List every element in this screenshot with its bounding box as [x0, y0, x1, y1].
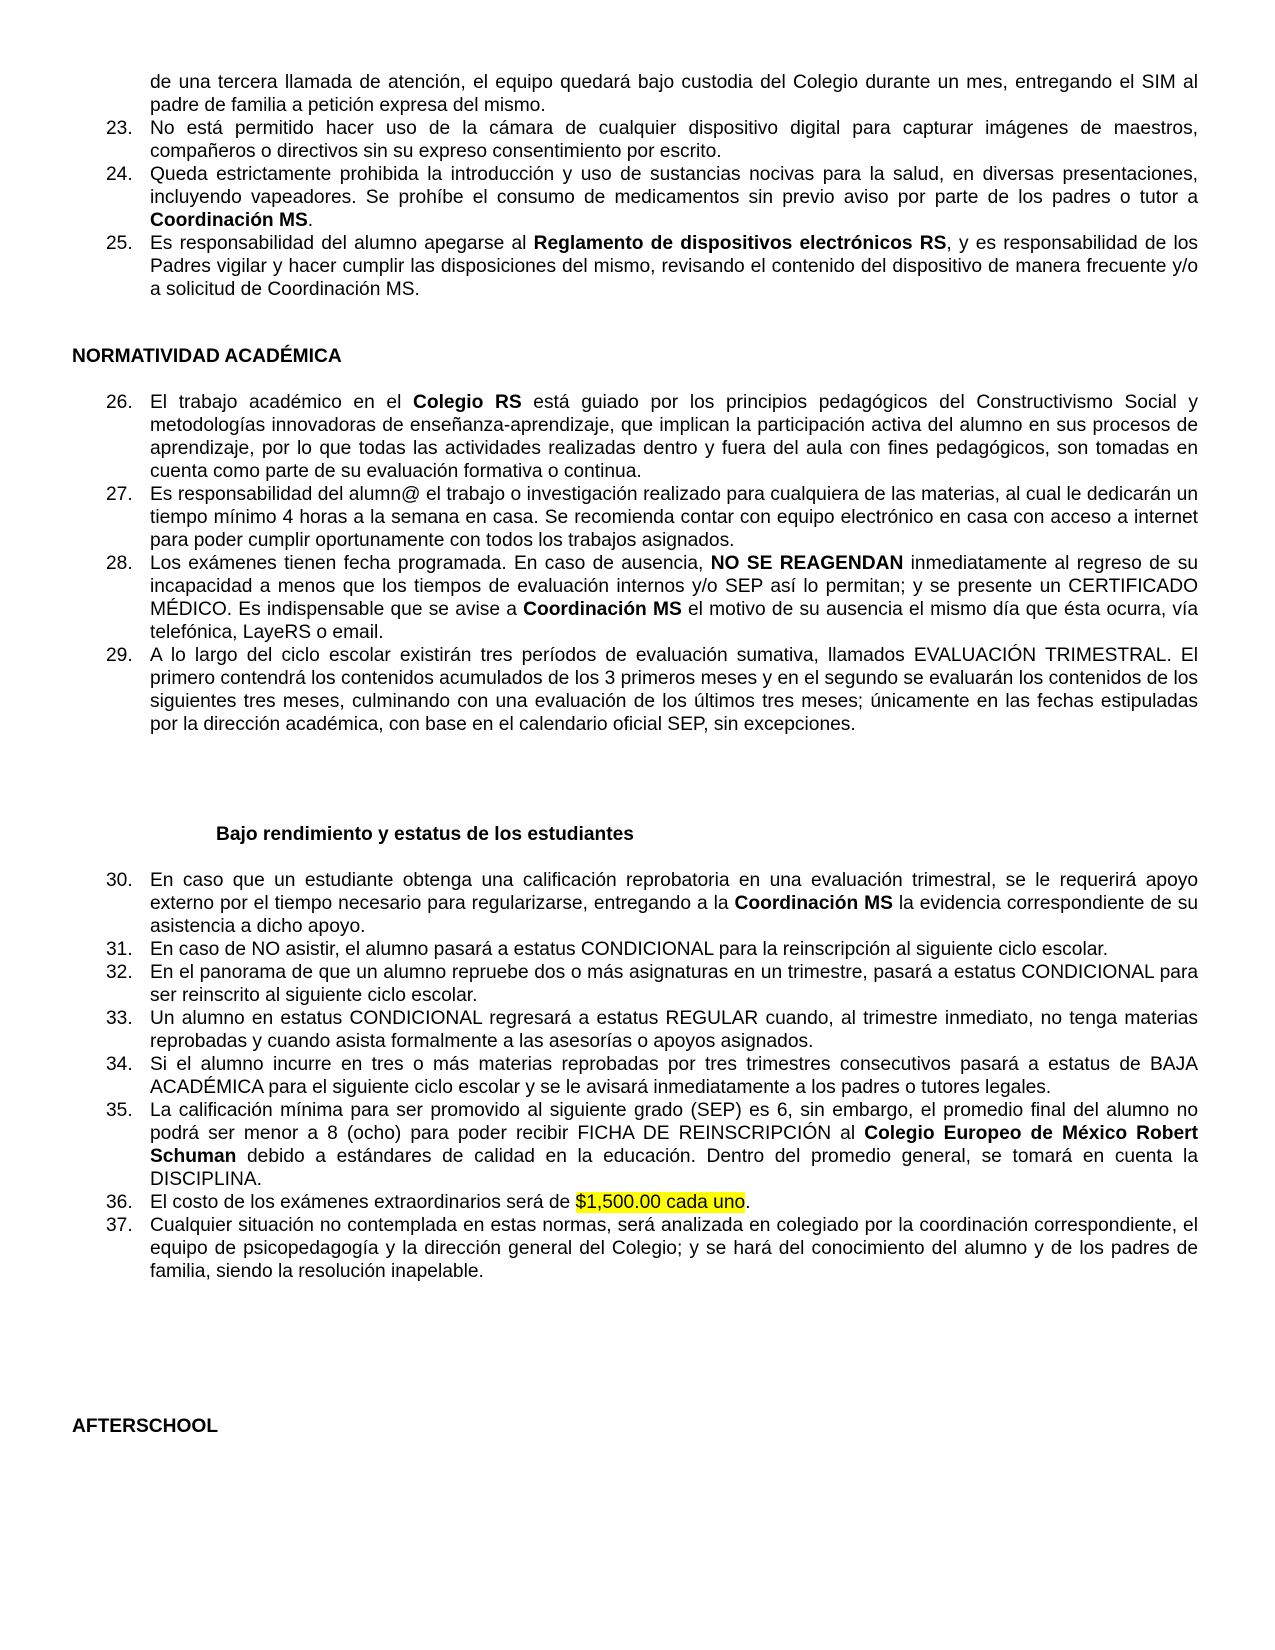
- list-item-34: [0, 1053, 1198, 1099]
- list-status: [0, 869, 1275, 1283]
- item-number: 29.: [106, 645, 133, 666]
- list-academic: [0, 391, 1275, 736]
- list-item-32: [0, 961, 1198, 1007]
- item-text-bold: Colegio Europeo de México Robert Schuman: [150, 1123, 1198, 1167]
- item-number: 31.: [106, 939, 133, 960]
- section-heading-afterschool: AFTERSCHOOL: [72, 1416, 219, 1437]
- item-text: A lo largo del ciclo escolar existirán tres períodos de evaluación sumativa, llamados EVALUACIÓN TRIMESTRAL. El primero contendrá los contenidos acumulados de los 3 primeros meses y en el segundo se evaluarán los contenidos de los siguientes tres meses, culminando con una evaluación de los últimos tres meses; únicamente en las fechas estipuladas por la dirección académica, con base en el calendario oficial SEP, sin excepciones.: [150, 645, 1198, 735]
- section-heading-academic: NORMATIVIDAD ACADÉMICA: [72, 346, 342, 367]
- list-item-29: [0, 644, 1198, 736]
- item-text-pre: Es responsabilidad del alumno apegarse al: [150, 233, 534, 254]
- item-text: [150, 1191, 1198, 1214]
- list-continuation: [0, 71, 1275, 117]
- highlighted-cost: $1,500.00 cada uno: [575, 1192, 746, 1213]
- item-text-bold: Colegio RS: [413, 392, 522, 413]
- item-number: 35.: [106, 1100, 133, 1121]
- item-text: [150, 232, 1198, 301]
- item-text: [150, 869, 1198, 938]
- list-item-30: [0, 869, 1198, 938]
- item-text: [150, 163, 1198, 232]
- list-item-23: [0, 117, 1198, 163]
- list-item-28: [0, 552, 1198, 644]
- item-text-post: .: [745, 1192, 751, 1213]
- list-item-31: [0, 938, 1198, 961]
- item-number: 36.: [106, 1192, 133, 1213]
- item-number: 34.: [106, 1054, 133, 1075]
- list-item-35: [0, 1099, 1198, 1191]
- item-number: 30.: [106, 870, 133, 891]
- item-text: En caso de NO asistir, el alumno pasará a estatus CONDICIONAL para la reinscripción al siguiente ciclo escolar.: [150, 939, 1109, 960]
- item-text-bold: Coordinación MS: [734, 893, 893, 914]
- item-text-pre: La calificación mínima para ser promovido al siguiente grado (SEP) es 6, sin embargo, el promedio final del alumno no podrá ser menor a 8 (ocho) para poder recibir FICHA DE REINSCRIPCIÓN al: [150, 1100, 1198, 1144]
- item-text: En el panorama de que un alumno repruebe dos o más asignaturas en un trimestre, pasará a estatus CONDICIONAL para ser reinscrito al siguiente ciclo escolar.: [150, 962, 1198, 1006]
- item-number: 26.: [106, 392, 133, 413]
- item-text: Es responsabilidad del alumn@ el trabajo o investigación realizado para cualquiera de las materias, al cual le dedicarán un tiempo mínimo 4 horas a la semana en casa. Se recomienda contar con equipo electrónico en casa con acceso a internet para poder cumplir oportunamente con todos los trabajos asignados.: [150, 484, 1198, 551]
- item-number: 37.: [106, 1215, 133, 1236]
- item-text: [150, 391, 1198, 483]
- item-number: 33.: [106, 1008, 133, 1029]
- item-22-continuation: de una tercera llamada de atención, el equipo quedará bajo custodia del Colegio durante un mes, entregando el SIM al padre de familia a petición expresa del mismo.: [150, 72, 1198, 116]
- item-text: [150, 552, 1198, 644]
- item-text-post: está guiado por los principios pedagógicos del Constructivismo Social y metodologías innovadoras de enseñanza-aprendizaje, que implican la participación activa del alumno en sus procesos de aprendizaje, por lo que todas las actividades realizadas dentro y fuera del aula con fines pedagógicos, son tomadas en cuenta como parte de su evaluación formativa o continua.: [150, 392, 1199, 482]
- item-number: 28.: [106, 553, 133, 574]
- item-number: 23.: [106, 118, 133, 139]
- item-text-post: .: [307, 210, 314, 231]
- item-text-mid: inmediatamente al regreso de su incapacidad a menos que los tiempos de evaluación internos y/o SEP así lo permitan; y se presente un CERTIFICADO MÉDICO. Es indispensable que se avise a: [150, 553, 1199, 620]
- item-text-post: la evidencia correspondiente de su asistencia a dicho apoyo.: [150, 893, 1198, 937]
- item-text: [150, 1099, 1198, 1191]
- list-item-33: [0, 1007, 1198, 1053]
- item-number: 32.: [106, 962, 133, 983]
- item-text-pre: El costo de los exámenes extraordinarios será de: [150, 1192, 576, 1213]
- item-text-post: el motivo de su ausencia el mismo día que ésta ocurra, vía telefónica, LayeRS o email.: [150, 599, 1198, 643]
- list-top: [0, 117, 1275, 301]
- list-item-24: [0, 163, 1198, 232]
- item-text-pre: El trabajo académico en el: [150, 392, 413, 413]
- list-item-37: [0, 1214, 1198, 1283]
- item-number: 24.: [106, 164, 133, 185]
- item-text: No está permitido hacer uso de la cámara de cualquier dispositivo digital para capturar imágenes de maestros, compañeros o directivos sin su expreso consentimiento por escrito.: [150, 118, 1198, 162]
- item-text-bold: Coordinación MS: [150, 210, 308, 231]
- item-text-pre: Queda estrictamente prohibida la introducción y uso de sustancias nocivas para la salud, en diversas presentaciones, incluyendo vapeadores. Se prohíbe el consumo de medicamentos sin previo aviso por parte de los padres o tutor a: [150, 164, 1198, 208]
- item-text: Cualquier situación no contemplada en estas normas, será analizada en colegiado por la coordinación correspondiente, el equipo de psicopedagogía y la dirección general del Colegio; y se hará del conocimiento del alumno y de los padres de familia, siendo la resolución inapelable.: [150, 1215, 1198, 1282]
- list-item-36: [0, 1191, 1198, 1214]
- item-text: Un alumno en estatus CONDICIONAL regresará a estatus REGULAR cuando, al trimestre inmediato, no tenga materias reprobadas y cuando asista formalmente a las asesorías o apoyos asignados.: [150, 1008, 1198, 1052]
- item-number: 25.: [106, 233, 133, 254]
- item-text-pre: Los exámenes tienen fecha programada. En caso de ausencia,: [150, 553, 711, 574]
- item-text-bold: NO SE REAGENDAN: [710, 553, 904, 574]
- list-item-25: [0, 232, 1198, 301]
- item-text: Si el alumno incurre en tres o más materias reprobadas por tres trimestres consecutivos pasará a estatus de BAJA ACADÉMICA para el siguiente ciclo escolar y se le avisará inmediatamente a los padres o tutores legales.: [150, 1054, 1198, 1098]
- item-text-pre: En caso que un estudiante obtenga una calificación reprobatoria en una evaluación trimestral, se le requerirá apoyo externo por el tiempo necesario para regularizarse, entregando a la: [150, 870, 1198, 914]
- item-text-post: debido a estándares de calidad en la educación. Dentro del promedio general, se tomará en cuenta la DISCIPLINA.: [150, 1146, 1198, 1190]
- list-item-27: [0, 483, 1198, 552]
- item-text-bold: Reglamento de dispositivos electrónicos RS: [533, 233, 947, 254]
- item-number: 27.: [106, 484, 133, 505]
- section-heading-status: Bajo rendimiento y estatus de los estudiantes: [216, 824, 634, 845]
- item-text-post: , y es responsabilidad de los Padres vigilar y hacer cumplir las disposiciones del mismo, revisando el contenido del dispositivo de manera frecuente y/o a solicitud de Coordinación MS.: [150, 233, 1199, 300]
- list-item-26: [0, 391, 1198, 483]
- item-text-bold: Coordinación MS: [523, 599, 682, 620]
